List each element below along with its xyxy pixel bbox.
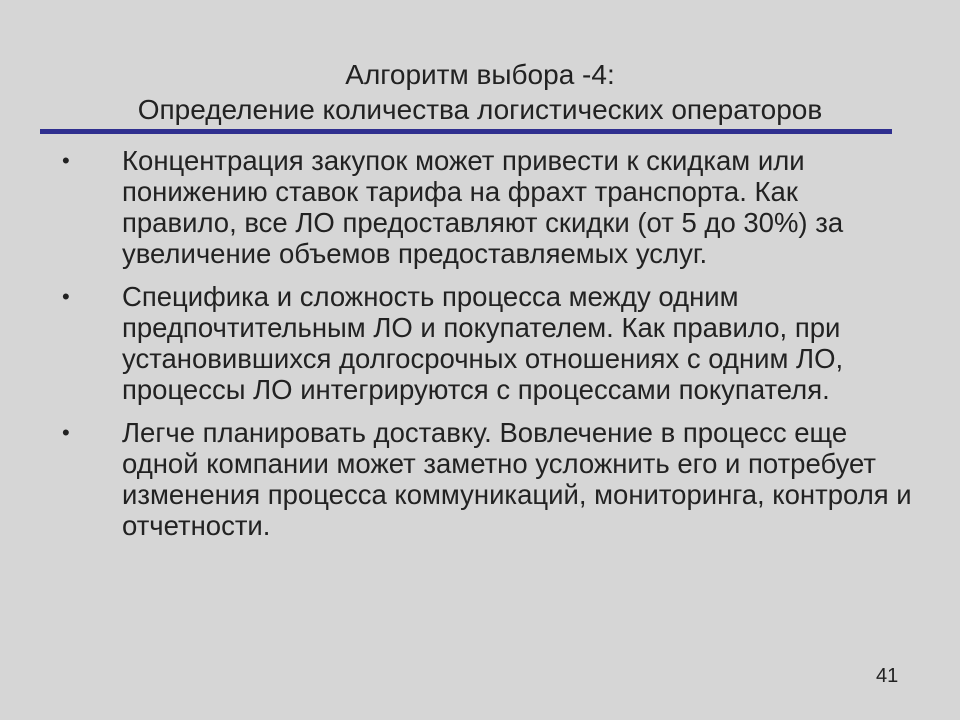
title-line-1: Алгоритм выбора -4: xyxy=(345,59,615,90)
title-line-2: Определение количества логистических операторов xyxy=(137,94,823,125)
slide-title xyxy=(0,57,960,127)
bullet-list xyxy=(62,145,912,553)
bullet-text-1: Концентрация закупок может привести к скидкам или понижению ставок тарифа на фрахт транспорта. Как правило, все ЛО предоставляют скидки (от 5 до 30%) за увеличение объемов предоставляемых услуг. xyxy=(122,145,844,269)
bullet-icon: • xyxy=(62,420,70,445)
bullet-item-1 xyxy=(62,145,912,269)
bullet-icon: • xyxy=(62,284,70,309)
bullet-item-3 xyxy=(62,417,912,541)
bullet-text-3: Легче планировать доставку. Вовлечение в процесс еще одной компании может заметно усложнить его и потребует изменения процесса коммуникаций, мониторинга, контроля и отчетности. xyxy=(122,417,912,541)
bullet-text-2: Специфика и сложность процесса между одним предпочтительным ЛО и покупателем. Как правило, при установившихся долгосрочных отношениях с одним ЛО, процессы ЛО интегрируются с процессами покупателя. xyxy=(122,281,844,405)
title-divider xyxy=(40,129,892,134)
bullet-item-2 xyxy=(62,281,912,405)
bullet-icon: • xyxy=(62,148,70,173)
slide-number: 41 xyxy=(876,665,899,687)
